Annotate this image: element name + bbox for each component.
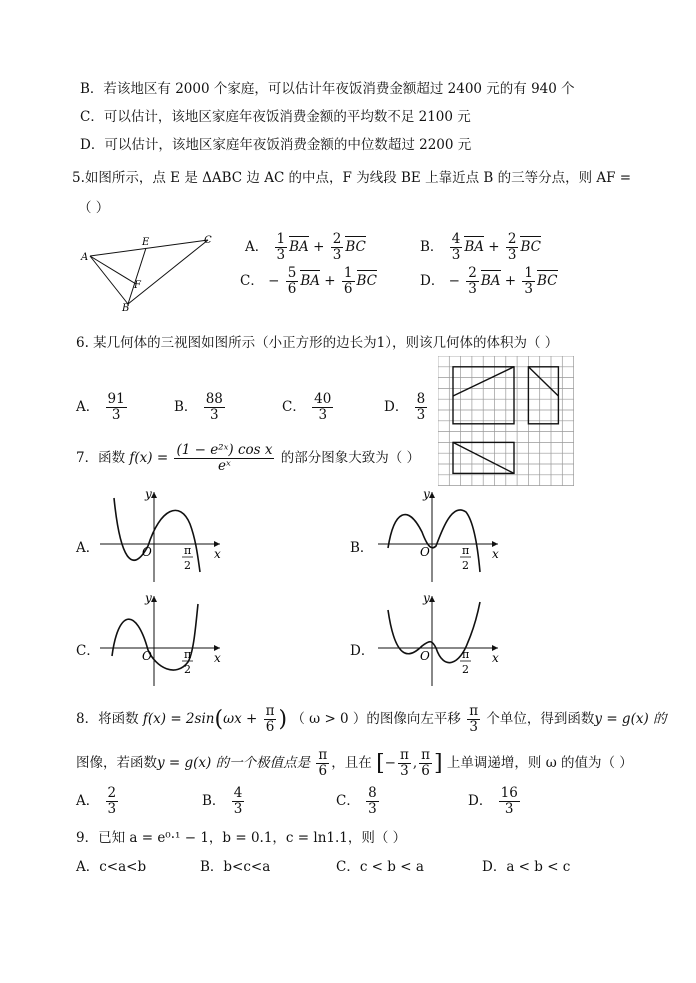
triangle-figure	[80, 232, 220, 312]
graph-b	[374, 488, 504, 584]
x-label: x	[492, 651, 499, 665]
y-axis-arrow	[151, 596, 157, 602]
q7-graph-a-label: A．	[76, 540, 100, 556]
q8-line2: 图像，若函数y = g(x) 的一个极值点是 $\frac{\pi}{6}$ ，且在 [− $\frac{\pi}{3}$ , $\frac{\pi}{6}$ ] 上单调递增，则 ω 的值为（ ）	[76, 747, 633, 779]
pi-label: π	[184, 648, 192, 661]
two-label: 2	[462, 559, 469, 572]
q9-option-c: C．c < b < a	[336, 859, 424, 875]
label-c: C	[204, 235, 212, 246]
origin-label: O	[142, 545, 152, 559]
graph-a	[96, 488, 226, 584]
q5-b-letter: B．	[420, 239, 444, 255]
q7-stem: 7．函数 f(x) = $\frac{\text{(1 − e²ˣ) cos x}}{\text{eˣ}}$ 的部分图象大致为（ ）	[76, 442, 421, 474]
two-label: 2	[462, 663, 469, 676]
pi-label: π	[462, 544, 470, 557]
q8-option-a: A． $\frac{2}{3}$	[76, 785, 117, 817]
q4-option-d: D．可以估计，该地区家庭年夜饭消费金额的中位数超过 2200 元	[80, 137, 472, 153]
q5-paren: （ ）	[78, 200, 110, 216]
q6-stem: 6. 某几何体的三视图如图所示（小正方形的边长为1），则该几何体的体积为（ ）	[76, 335, 559, 351]
q8-option-c: C． $\frac{8}{3}$	[336, 785, 377, 817]
graph-d	[374, 592, 504, 688]
q6-option-d: D． $\frac{8}{3}$	[384, 391, 426, 423]
q9-option-a: A．c<a<b	[76, 859, 147, 875]
q6-option-b: B． $\frac{88}{3}$	[174, 391, 223, 423]
q5-option-d: D． − $\frac{2}{3}$ BA + $\frac{1}{3}$ BC	[420, 265, 558, 297]
x-label: x	[214, 547, 221, 561]
q9-option-b: B．b<c<a	[200, 859, 271, 875]
x-label: x	[492, 547, 499, 561]
q5-option-b: B． $\frac{4}{3}$ BA + $\frac{2}{3}$ BC	[420, 231, 541, 263]
q4-option-b: B．若该地区有 2000 个家庭，可以估计年夜饭消费金额超过 2400 元的有 940 个	[80, 81, 575, 97]
q8-line1: 8．将函数 f(x) = 2sin(ωx + $\frac{\pi}{6}$ ) （ ω > 0 ）的图像向左平移 $\frac{\pi}{3}$ 个单位，得到函数y = g(x) 的	[76, 703, 667, 735]
q5-option-c: C． − $\frac{5}{6}$ BA + $\frac{1}{6}$ BC	[240, 265, 378, 297]
q5-option-a: A． $\frac{1}{3}$ BA + $\frac{2}{3}$ BC	[245, 231, 366, 263]
y-label: y	[423, 488, 430, 501]
two-label: 2	[184, 663, 191, 676]
q5-stem: 5.如图所示，点 E 是 ΔABC 边 AC 的中点，F 为线段 BE 上靠近点 B 的三等分点，则 AF =	[72, 170, 632, 186]
q9-stem: 9．已知 a = e⁰·¹ − 1，b = 0.1，c = ln1.1，则（ ）	[76, 830, 407, 846]
origin-label: O	[420, 649, 430, 663]
q4-option-c: C．可以估计，该地区家庭年夜饭消费金额的平均数不足 2100 元	[80, 109, 471, 125]
y-label: y	[145, 592, 152, 605]
q7-graph-b-label: B．	[350, 540, 374, 556]
q5-c-letter: C．	[240, 273, 264, 289]
x-label: x	[214, 651, 221, 665]
q5-a-letter: A．	[245, 239, 269, 255]
label-a: A	[81, 252, 89, 263]
q8-option-d: D． $\frac{16}{3}$	[468, 785, 518, 817]
y-axis-arrow	[151, 492, 157, 498]
label-e: E	[142, 237, 150, 248]
label-b: B	[122, 303, 130, 312]
graph-c	[96, 592, 226, 688]
y-axis-arrow	[429, 492, 435, 498]
y-label: y	[423, 592, 430, 605]
q7-graph-c-label: C．	[76, 643, 100, 659]
q6-option-a: A． $\frac{91}{3}$	[76, 391, 125, 423]
y-label: y	[145, 488, 152, 501]
q7-graph-d-label: D．	[350, 643, 375, 659]
q9-option-d: D．a < b < c	[482, 859, 571, 875]
q8-option-b: B． $\frac{4}{3}$	[202, 785, 243, 817]
y-axis-arrow	[429, 596, 435, 602]
three-view-grid-figure	[438, 356, 574, 486]
pi-label: π	[462, 648, 470, 661]
origin-label: O	[142, 649, 152, 663]
label-f: F	[134, 280, 141, 291]
q6-option-c: C． $\frac{40}{3}$	[282, 391, 332, 423]
q5-d-letter: D．	[420, 273, 445, 289]
pi-label: π	[184, 544, 192, 557]
origin-label: O	[420, 545, 430, 559]
two-label: 2	[184, 559, 191, 572]
